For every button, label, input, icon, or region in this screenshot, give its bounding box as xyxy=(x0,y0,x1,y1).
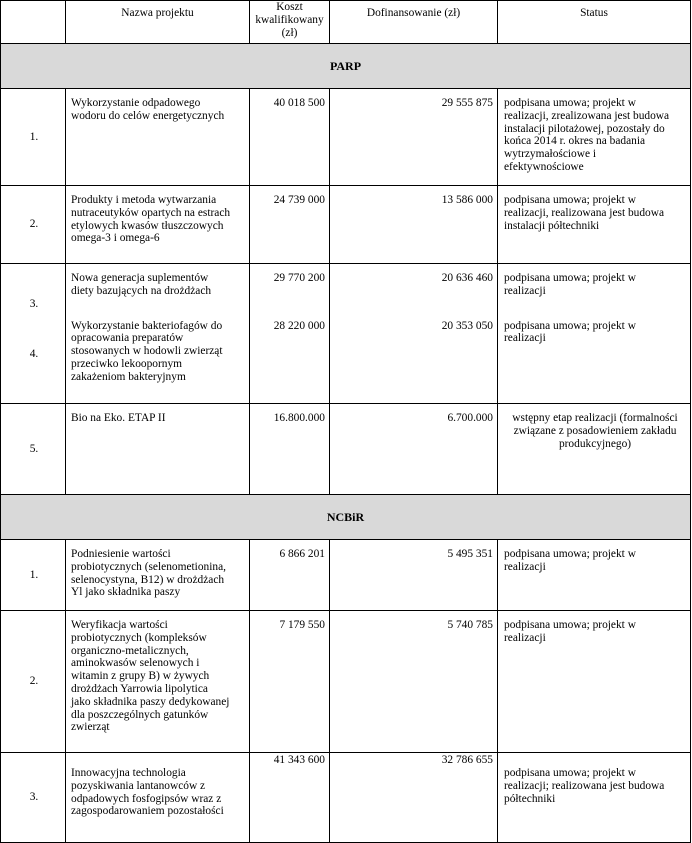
qualified-cost: 29 770 200 xyxy=(273,272,325,284)
project-name: Wykorzystanie odpadowego wodoru do celów energetycznych xyxy=(66,89,250,186)
table-row xyxy=(1,611,691,753)
project-name: Wykorzystanie bakteriofagów do opracowania preparatów stosowanych w hodowli zwierząt przeciwko lekoopornym zakażeniom bakteryjnym xyxy=(71,319,223,383)
table-row xyxy=(1,753,691,843)
table-row xyxy=(1,404,691,495)
qualified-cost: 28 220 000 xyxy=(273,319,325,332)
qualified-cost: 6 866 201 xyxy=(250,540,330,611)
qualified-cost-pair xyxy=(250,264,330,404)
row-number: 3. xyxy=(29,298,39,310)
project-name-pair xyxy=(66,264,250,404)
row-number: 1. xyxy=(1,540,66,611)
header-funding: Dofinansowanie (zł) xyxy=(330,1,498,44)
header-status: Status xyxy=(498,1,691,44)
qualified-cost: 24 739 000 xyxy=(250,186,330,264)
funding-amount: 6.700.000 xyxy=(330,404,498,495)
qualified-cost: 7 179 550 xyxy=(250,611,330,753)
table-row xyxy=(1,540,691,611)
header-row xyxy=(1,1,691,44)
project-name: Produkty i metoda wytwarzania nutraceutyków opartych na estrach etylowych kwasów tłuszczowych omega-3 i omega-6 xyxy=(66,186,250,264)
table-row xyxy=(1,264,691,404)
section-title: NCBiR xyxy=(1,495,691,540)
funding-amount: 5 740 785 xyxy=(330,611,498,753)
row-number: 2. xyxy=(1,611,66,753)
project-status: podpisana umowa; projekt w realizacji, zrealizowana jest budowa instalacji pilotażowej, pozostały do końca 2014 r. okres na badania wytrzymałościowe i efektywnościowe xyxy=(498,89,691,186)
funding-amount-pair xyxy=(330,264,498,404)
table-row xyxy=(1,186,691,264)
project-status: wstępny etap realizacji (formalności związane z posadowieniem zakładu produkcyjnego) xyxy=(498,404,691,495)
project-name: Innowacyjna technologia pozyskiwania lantanowców z odpadowych fosfogipsów wraz z zagospodarowaniem pozostałości xyxy=(66,753,250,843)
qualified-cost: 16.800.000 xyxy=(250,404,330,495)
funding-amount: 20 353 050 xyxy=(441,319,493,332)
project-status-pair xyxy=(498,264,691,404)
project-name: Weryfikacja wartości probiotycznych (kompleksów organiczno-metalicznych, aminokwasów selenowych i witamin z grupy B) w żywych drożdżach Yarrowia lipolytica jako składnika paszy dedykowanej dla poszczególnych gatunków zwierząt xyxy=(66,611,250,753)
project-status: podpisana umowa; projekt w realizacji xyxy=(504,319,636,345)
project-name: Bio na Eko. ETAP II xyxy=(66,404,250,495)
section-row-parp xyxy=(1,44,691,89)
header-project-name: Nazwa projektu xyxy=(66,1,250,44)
project-name: Podniesienie wartości probiotycznych (selenometionina, selenocystyna, B12) w drożdżach Yl jako składnika paszy xyxy=(66,540,250,611)
section-title: PARP xyxy=(1,44,691,89)
row-number: 5. xyxy=(1,404,66,495)
funding-amount: 29 555 875 xyxy=(330,89,498,186)
row-number: 1. xyxy=(1,89,66,186)
funding-amount: 20 636 460 xyxy=(441,272,493,284)
row-number: 4. xyxy=(29,347,39,360)
project-status: podpisana umowa; projekt w realizacji xyxy=(498,611,691,753)
row-number: 3. xyxy=(1,753,66,843)
project-status: podpisana umowa; projekt w realizacji xyxy=(504,272,636,297)
project-status: podpisana umowa; projekt w realizacji xyxy=(498,540,691,611)
header-qualified-cost: Koszt kwalifikowany (zł) xyxy=(250,1,330,44)
table-row xyxy=(1,89,691,186)
project-status: podpisana umowa; projekt w realizacji; realizowana jest budowa półtechniki xyxy=(498,753,691,843)
funding-amount: 5 495 351 xyxy=(330,540,498,611)
funding-amount: 32 786 655 xyxy=(330,753,498,843)
qualified-cost: 41 343 600 xyxy=(250,753,330,843)
row-number: 2. xyxy=(1,186,66,264)
qualified-cost: 40 018 500 xyxy=(250,89,330,186)
section-row-ncbir xyxy=(1,495,691,540)
header-number xyxy=(1,1,66,44)
project-status: podpisana umowa; projekt w realizacji, realizowana jest budowa instalacji półtechniki xyxy=(498,186,691,264)
project-name: Nowa generacja suplementów diety bazujących na drożdżach xyxy=(71,272,212,297)
row-number-pair xyxy=(1,264,66,404)
funding-amount: 13 586 000 xyxy=(330,186,498,264)
